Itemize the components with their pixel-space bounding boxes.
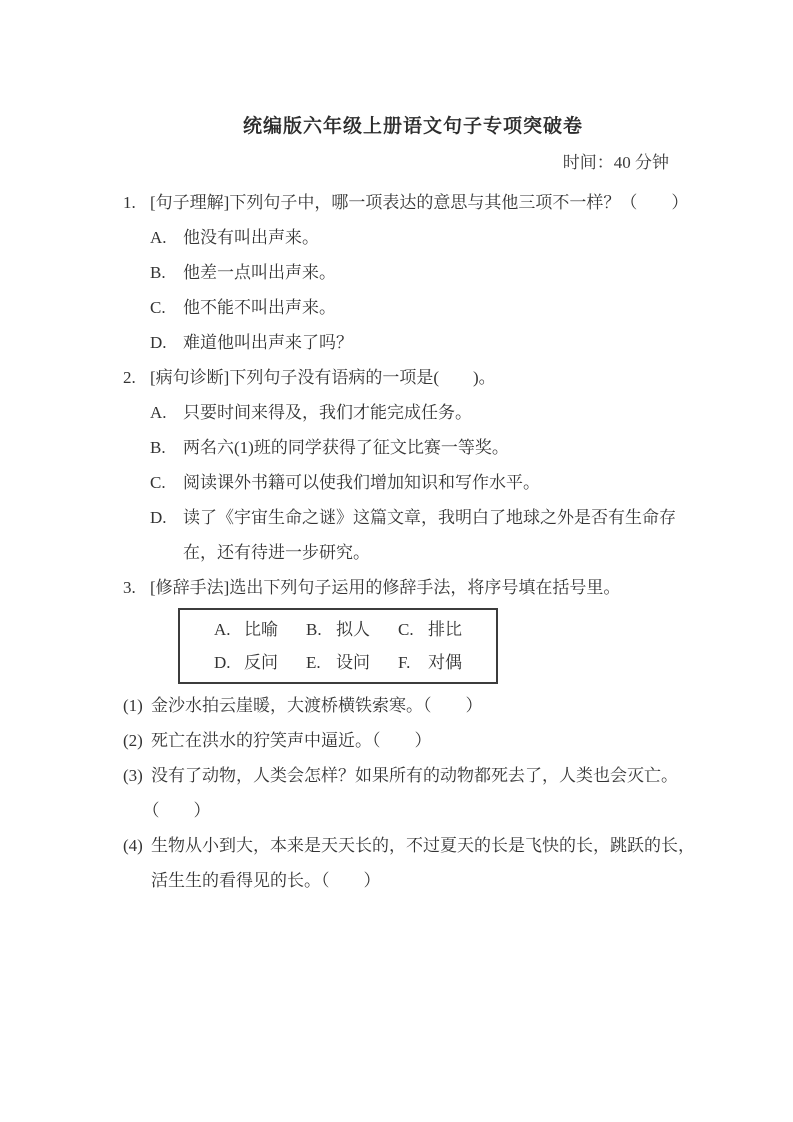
option-letter: E. bbox=[306, 653, 321, 672]
option-letter: B. bbox=[150, 438, 166, 457]
question-2-option-c bbox=[150, 465, 703, 500]
question-1-option-d bbox=[150, 325, 703, 360]
option-letter: D. bbox=[214, 653, 231, 672]
sub-question-text bbox=[151, 723, 703, 758]
option-letter: D. bbox=[150, 508, 167, 527]
rhetoric-option-f bbox=[398, 646, 462, 679]
question-1-stem-text: 下列句子中，哪一项表达的意思与其他三项不一样？ bbox=[229, 193, 621, 212]
sub-question-sentence: 生物从小到大，本来是天天长的，不过夏天的长是飞快的长，跳跃的长，活生生的看得见的长。 bbox=[151, 836, 695, 890]
question-2-option-b bbox=[150, 430, 703, 465]
question-3-number: 3. bbox=[123, 578, 136, 597]
question-1-answer-blank: （ ） bbox=[620, 193, 689, 212]
option-text: 对偶 bbox=[428, 653, 462, 672]
question-3-stem-text: 选出下列句子运用的修辞手法，将序号填在括号里。 bbox=[229, 578, 621, 597]
option-letter: A. bbox=[150, 403, 167, 422]
question-1-option-a bbox=[150, 220, 703, 255]
option-text: 两名六(1)班的同学获得了征文比赛一等奖。 bbox=[183, 438, 509, 457]
worksheet-content bbox=[123, 112, 703, 898]
question-2-tag: [病句诊断] bbox=[150, 368, 230, 387]
sub-question-sentence: 死亡在洪水的狞笑声中逼近。 bbox=[151, 731, 372, 750]
sub-question-text bbox=[151, 828, 703, 898]
option-letter: C. bbox=[398, 620, 414, 639]
question-2-number: 2. bbox=[123, 368, 136, 387]
option-text: 设问 bbox=[336, 653, 370, 672]
time-limit-label: 时间：40 分钟 bbox=[562, 153, 669, 172]
question-1-option-c bbox=[150, 290, 703, 325]
question-3-sub-1 bbox=[123, 688, 703, 723]
rhetoric-box-row-2 bbox=[180, 646, 496, 679]
answer-blank: （ ） bbox=[321, 871, 381, 890]
question-2-option-d bbox=[150, 500, 703, 570]
rhetoric-option-a bbox=[214, 613, 278, 646]
option-letter: F. bbox=[398, 653, 411, 672]
question-1 bbox=[123, 185, 703, 360]
option-letter: C. bbox=[150, 473, 166, 492]
question-1-stem bbox=[123, 185, 703, 220]
sub-question-text bbox=[151, 758, 703, 828]
option-letter: A. bbox=[150, 228, 167, 247]
question-3-stem bbox=[123, 570, 703, 605]
rhetoric-option-b bbox=[306, 613, 370, 646]
option-text: 阅读课外书籍可以使我们增加知识和写作水平。 bbox=[183, 473, 540, 492]
question-2 bbox=[123, 360, 703, 570]
question-2-option-a bbox=[150, 395, 703, 430]
option-text: 拟人 bbox=[336, 620, 370, 639]
rhetoric-option-c bbox=[398, 613, 462, 646]
option-letter: D. bbox=[150, 333, 167, 352]
option-text: 他没有叫出声来。 bbox=[183, 228, 319, 247]
question-1-tag: [句子理解] bbox=[150, 193, 230, 212]
question-3-sub-3 bbox=[123, 758, 703, 828]
option-text: 难道他叫出声来了吗？ bbox=[183, 333, 353, 352]
option-text: 他不能不叫出声来。 bbox=[183, 298, 336, 317]
page-title: 统编版六年级上册语文句子专项突破卷 bbox=[242, 116, 583, 137]
option-letter: B. bbox=[150, 263, 166, 282]
answer-blank: （ ） bbox=[423, 696, 483, 715]
option-letter: B. bbox=[306, 620, 322, 639]
question-1-option-b bbox=[150, 255, 703, 290]
sub-question-number: (1) bbox=[123, 696, 143, 715]
question-2-stem-text: 下列句子没有语病的一项是 bbox=[229, 368, 434, 387]
sub-question-number: (4) bbox=[123, 836, 143, 855]
option-letter: A. bbox=[214, 620, 231, 639]
rhetoric-box-row-1 bbox=[180, 613, 496, 646]
sub-question-text bbox=[151, 688, 703, 723]
question-1-text bbox=[150, 185, 703, 220]
question-3 bbox=[123, 570, 703, 898]
option-text: 他差一点叫出声来。 bbox=[183, 263, 336, 282]
rhetoric-options-box bbox=[178, 608, 498, 684]
question-1-number: 1. bbox=[123, 193, 136, 212]
sub-question-number: (2) bbox=[123, 731, 143, 750]
option-text: 只要时间来得及，我们才能完成任务。 bbox=[183, 403, 472, 422]
rhetoric-option-e bbox=[306, 646, 370, 679]
sub-question-sentence: 金沙水拍云崖暖，大渡桥横铁索寒。 bbox=[151, 696, 423, 715]
sub-question-sentence: 没有了动物，人类会怎样？如果所有的动物都死去了，人类也会灭亡。 bbox=[151, 766, 678, 785]
question-2-answer-blank: ( )。 bbox=[433, 368, 496, 387]
option-text: 读了《宇宙生命之谜》这篇文章，我明白了地球之外是否有生命存在，还有待进一步研究。 bbox=[183, 508, 676, 562]
option-letter: C. bbox=[150, 298, 166, 317]
question-3-tag: [修辞手法] bbox=[150, 578, 230, 597]
answer-blank: （ ） bbox=[372, 731, 432, 750]
question-2-text bbox=[150, 360, 703, 395]
option-text: 比喻 bbox=[244, 620, 278, 639]
option-text: 反问 bbox=[244, 653, 278, 672]
rhetoric-option-d bbox=[214, 646, 278, 679]
question-2-stem bbox=[123, 360, 703, 395]
question-3-sub-4 bbox=[123, 828, 703, 898]
answer-blank: （ ） bbox=[151, 801, 211, 820]
question-3-sub-2 bbox=[123, 723, 703, 758]
sub-question-number: (3) bbox=[123, 766, 143, 785]
question-3-text bbox=[150, 570, 703, 605]
option-text: 排比 bbox=[428, 620, 462, 639]
